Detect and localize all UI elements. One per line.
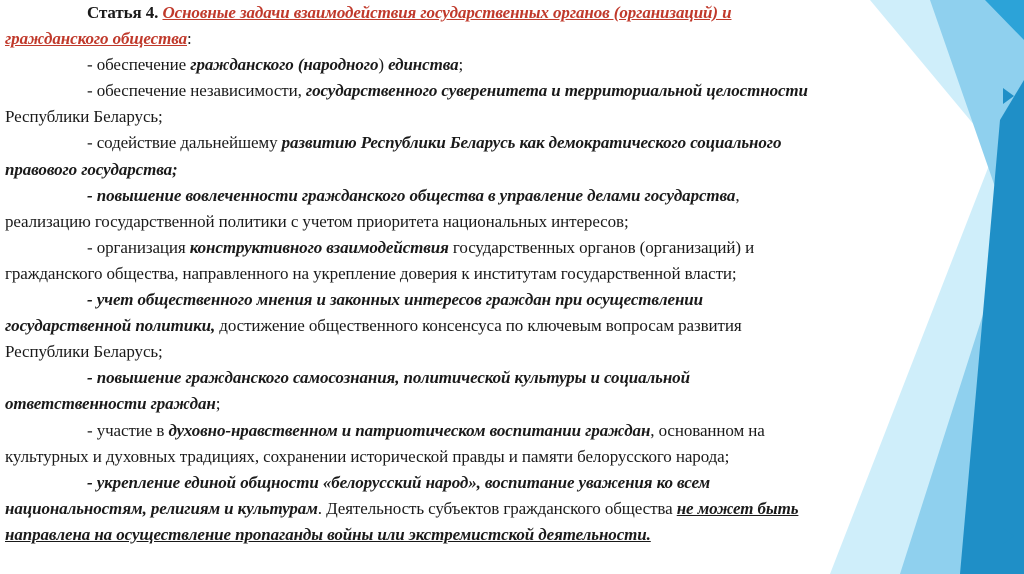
list-item-continued: культурных и духовных традициях, сохранении исторической правды и памяти белорусского народа; <box>5 446 730 466</box>
emphasis-underlined: направлена на осуществление пропаганды войны или экстремистской деятельности. <box>5 524 651 544</box>
list-item-continued: правового государства; <box>5 159 178 179</box>
emphasis-underlined: не может быть <box>676 498 799 518</box>
article-title-continued: гражданского общества <box>5 29 187 49</box>
list-item: - содействие дальнейшему развитию Республики Беларусь как демократического социального <box>87 133 782 153</box>
list-item-continued: гражданского общества, направленного на укрепление доверия к институтам государственной власти; <box>5 263 737 283</box>
list-item-continued: Республики Беларусь; <box>5 342 163 362</box>
article-title: Основные задачи взаимодействия государственных органов (организаций) и <box>162 3 732 22</box>
list-item-continued: Республики Беларусь; <box>5 107 163 127</box>
list-item-continued: ответственности граждан; <box>5 394 221 414</box>
list-item: - повышение гражданского самосознания, политической культуры и социальной <box>87 368 690 388</box>
article-heading-line-1 <box>5 0 1015 26</box>
list-item: - укрепление единой общности «белорусский народ», воспитание уважения ко всем <box>87 472 711 492</box>
list-item: - обеспечение гражданского (народного) единства; <box>87 55 464 75</box>
list-item: - учет общественного мнения и законных интересов граждан при осуществлении <box>87 290 704 310</box>
list-item-continued: государственной политики, достижение общественного консенсуса по ключевым вопросам развития <box>5 316 742 336</box>
article-text <box>5 0 1015 548</box>
article-label: Статья 4. <box>87 3 159 22</box>
list-item-continued <box>5 522 1015 548</box>
list-item: - обеспечение независимости, государственного суверенитета и территориальной целостности <box>87 81 808 101</box>
list-item-continued: реализацию государственной политики с учетом приоритета национальных интересов; <box>5 211 629 231</box>
list-item-continued: национальностям, религиям и культурам. Деятельность субъектов гражданского общества не может быть <box>5 498 799 518</box>
list-item: - участие в духовно-нравственном и патриотическом воспитании граждан, основанном на <box>87 420 765 440</box>
list-item: - организация конструктивного взаимодействия государственных органов (организаций) и <box>87 237 755 257</box>
article-heading-line-2: гражданского общества: <box>5 29 192 49</box>
list-item: - повышение вовлеченности гражданского общества в управление делами государства, <box>87 185 740 205</box>
